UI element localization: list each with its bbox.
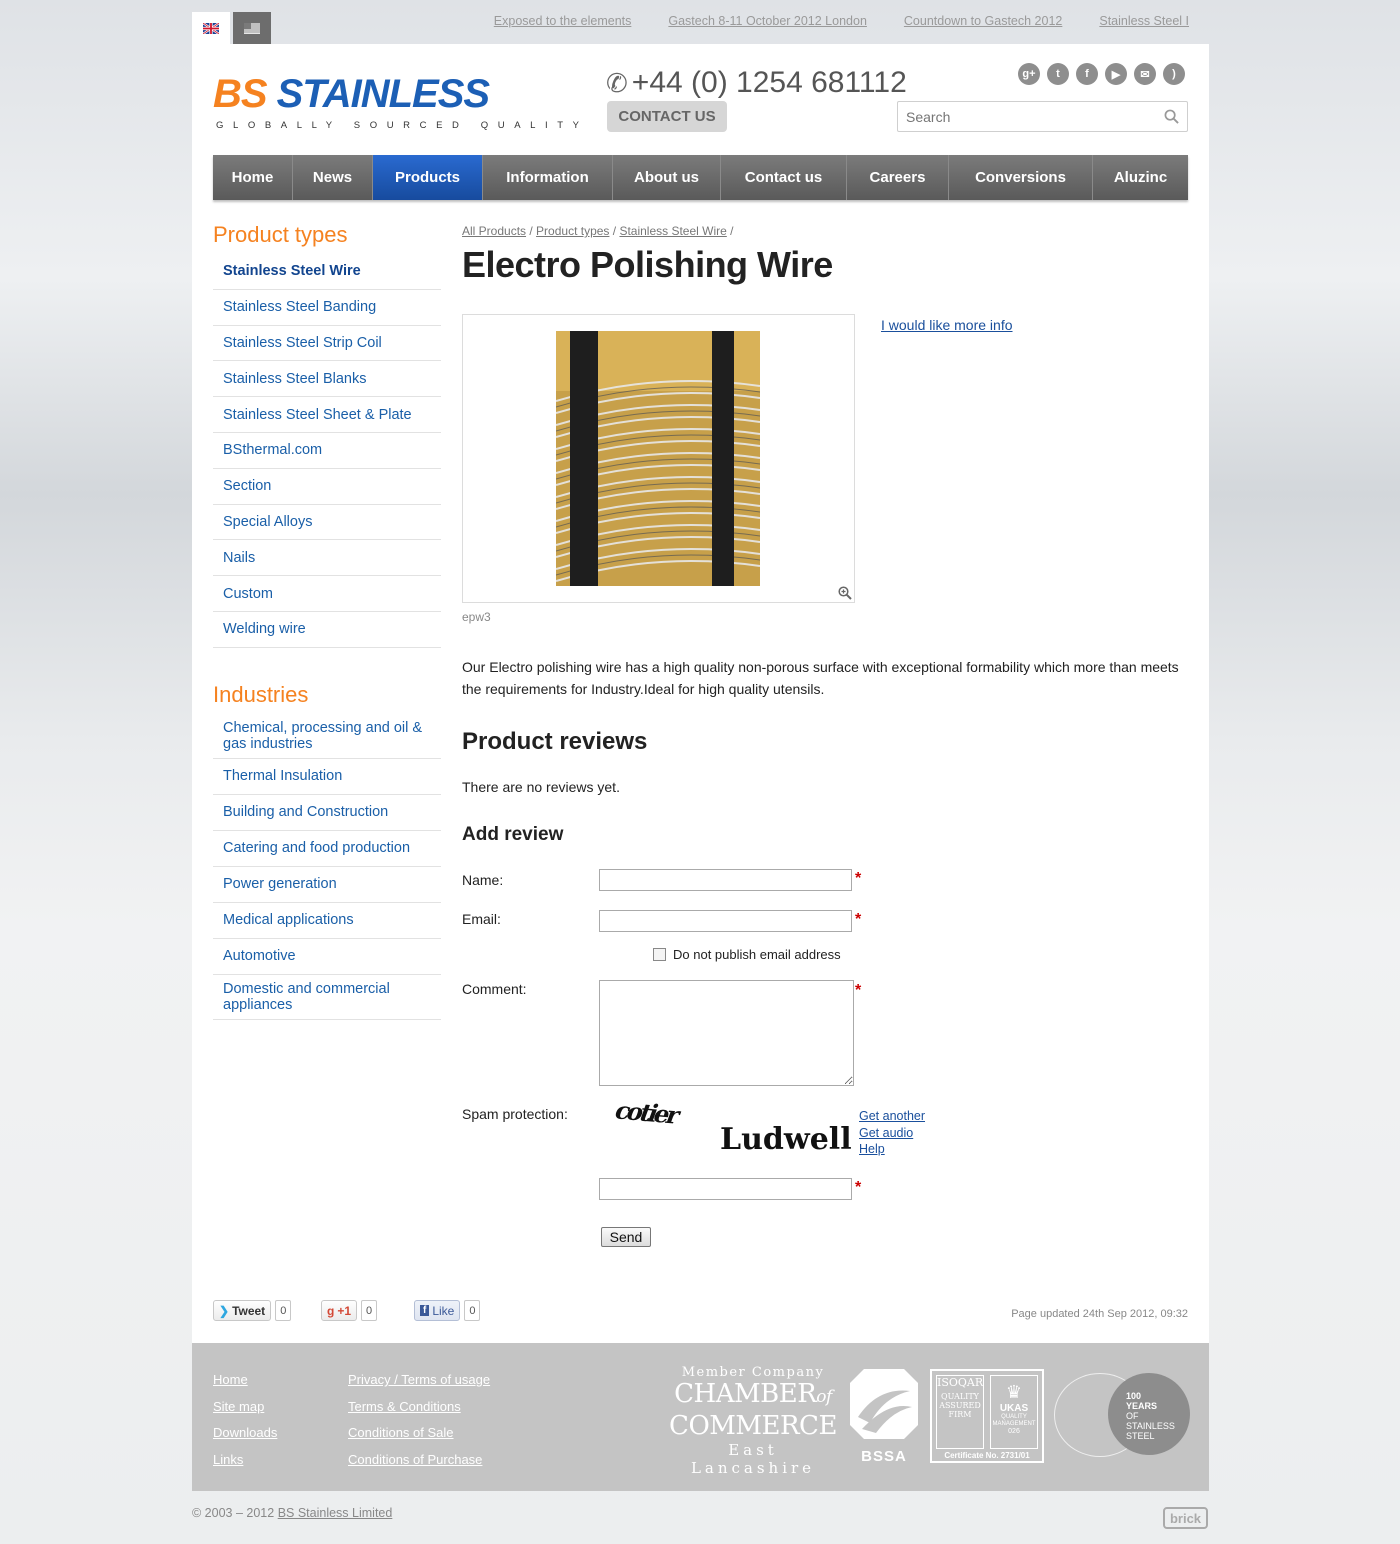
isoqar-box — [936, 1375, 984, 1449]
language-english-button[interactable] — [192, 12, 230, 44]
phone-text: +44 (0) 1254 681112 — [631, 66, 907, 99]
nav-news[interactable]: News — [293, 155, 373, 200]
tweet-button[interactable] — [213, 1300, 271, 1321]
nav-about-us[interactable]: About us — [613, 155, 721, 200]
nav-information[interactable]: Information — [483, 155, 613, 200]
coc-member: Member Company — [681, 1365, 825, 1380]
main-content — [462, 224, 1188, 1245]
phone-icon: ✆ — [606, 68, 628, 98]
footer-link-conditions-sale[interactable]: Conditions of Sale — [348, 1425, 454, 1441]
nav-careers[interactable]: Careers — [847, 155, 949, 200]
comment-required-mark: * — [855, 982, 862, 999]
sidebar-item-section[interactable] — [213, 469, 441, 505]
phone-number — [606, 66, 907, 100]
top-link-stainless-steel[interactable]: Stainless Steel I — [1099, 14, 1189, 28]
coc-line-1 — [668, 1380, 838, 1412]
main-nav — [213, 155, 1188, 200]
coc-line-2: COMMERCE — [669, 1411, 837, 1441]
image-caption: epw3 — [462, 610, 491, 624]
sidebar-item-label[interactable]: Stainless Steel Wire — [223, 263, 361, 280]
captcha-get-audio-link[interactable]: Get audio — [859, 1125, 914, 1140]
comment-field[interactable] — [599, 980, 854, 1086]
product-types-heading: Product types — [213, 222, 348, 247]
sidebar-item-chemical[interactable] — [213, 714, 441, 759]
us-flag-icon — [244, 23, 260, 34]
sidebar-item-label[interactable]: Catering and food production — [223, 840, 411, 857]
like-label: Like — [432, 1303, 455, 1318]
footer-col-2 — [348, 1367, 490, 1474]
add-review-heading: Add review — [462, 824, 564, 845]
comment-label: Comment: — [462, 981, 527, 997]
sidebar-item-label[interactable]: Thermal Insulation — [223, 768, 343, 785]
name-required-mark: * — [855, 870, 862, 887]
sidebar-item-label[interactable]: Chemical, processing and oil & gas industries — [223, 719, 423, 752]
google-plus-icon[interactable]: g+ — [1018, 63, 1040, 85]
breadcrumb-all-products[interactable]: All Products — [462, 224, 527, 238]
sidebar-item-label[interactable]: Domestic and commercial appliances — [223, 980, 390, 1013]
name-field[interactable] — [599, 869, 852, 891]
facebook-icon[interactable]: f — [1076, 63, 1098, 85]
like-button[interactable] — [414, 1300, 460, 1321]
nav-aluzinc[interactable]: Aluzinc — [1113, 169, 1168, 186]
reviews-heading: Product reviews — [462, 728, 648, 755]
captcha-get-another-link[interactable]: Get another — [859, 1109, 926, 1123]
site-logo[interactable] — [213, 72, 589, 132]
captcha-help-link[interactable]: Help — [859, 1142, 885, 1156]
uk-flag-icon — [203, 23, 219, 34]
sidebar-item-label[interactable]: Special Alloys — [223, 513, 313, 530]
copyright-link[interactable]: BS Stainless Limited — [277, 1506, 393, 1520]
sidebar-item-label[interactable]: Custom — [223, 585, 273, 602]
nav-contact-us[interactable]: Contact us — [721, 155, 847, 200]
sidebar-item-label[interactable]: BSthermal.com — [223, 442, 323, 459]
top-bar — [192, 0, 1209, 44]
tweet-label: Tweet — [232, 1303, 266, 1318]
coc-chamber: CHAMBER — [674, 1379, 817, 1409]
sidebar-item-label[interactable]: Building and Construction — [223, 804, 389, 821]
industries-list — [213, 714, 441, 1020]
sidebar-item-label[interactable]: Nails — [223, 549, 256, 566]
email-label: Email: — [462, 911, 501, 927]
email-icon[interactable]: ✉ — [1134, 63, 1156, 85]
no-publish-checkbox[interactable] — [653, 948, 666, 961]
gplus-count: 0 — [361, 1300, 377, 1321]
sidebar-item-special-alloys[interactable] — [213, 505, 441, 541]
like-widget — [414, 1300, 480, 1321]
top-link-exposed[interactable]: Exposed to the elements — [493, 14, 632, 28]
product-image-frame[interactable] — [462, 314, 855, 603]
sidebar-item-welding-wire[interactable] — [213, 612, 441, 648]
email-field[interactable] — [599, 910, 852, 932]
product-description: Our Electro polishing wire has a high quality non-porous surface with exceptional formability which more than meets the requirements for Industry.Ideal for high quality utensils. — [462, 659, 1179, 697]
captcha-word-2: Ludwell — [720, 1122, 852, 1157]
youtube-icon[interactable]: ▶ — [1105, 63, 1127, 85]
language-us-button[interactable] — [233, 12, 271, 44]
industries-heading: Industries — [213, 681, 309, 707]
ukas-sub: QUALITY MANAGEMENT — [992, 1414, 1036, 1427]
brick-badge[interactable]: brick — [1163, 1507, 1208, 1529]
bssa-logo — [848, 1367, 920, 1463]
more-info-link[interactable]: I would like more info — [881, 317, 1013, 333]
copyright-years: © 2003 – 2012 — [192, 1506, 275, 1520]
facebook-small-icon: f — [420, 1305, 429, 1316]
email-required-mark: * — [855, 911, 862, 928]
coc-of: of — [816, 1387, 832, 1407]
sidebar-item-catering[interactable] — [213, 831, 441, 867]
sidebar-item-thermal[interactable] — [213, 759, 441, 795]
sidebar-item-building[interactable] — [213, 795, 441, 831]
footer-link-home[interactable]: Home — [213, 1372, 248, 1387]
sidebar-item-banding[interactable] — [213, 290, 441, 326]
sidebar-item-bsthermal[interactable] — [213, 433, 441, 469]
hundred-stainless: STAINLESS — [1126, 1421, 1175, 1431]
footer-link-downloads[interactable]: Downloads — [213, 1425, 278, 1441]
ukas-number: 026 — [1008, 1428, 1020, 1435]
page-updated: Page updated 24th Sep 2012, 09:32 — [1011, 1308, 1188, 1320]
captcha-image — [610, 1094, 852, 1164]
sidebar-item-custom[interactable] — [213, 576, 441, 612]
hundred-steel: STEEL — [1126, 1431, 1155, 1441]
captcha-required-mark: * — [855, 1179, 862, 1196]
sidebar-item-label[interactable]: Stainless Steel Banding — [223, 299, 377, 316]
like-count: 0 — [464, 1300, 480, 1321]
sidebar-item-label[interactable]: Stainless Steel Blanks — [223, 370, 367, 387]
product-types-list — [213, 254, 441, 648]
gplus-button[interactable] — [321, 1300, 357, 1321]
logo-bs: BS — [213, 72, 267, 116]
send-button[interactable]: Send — [601, 1227, 651, 1247]
sidebar-item-stainless-steel-wire[interactable] — [213, 254, 441, 290]
page-container — [192, 44, 1209, 1343]
footer-link-conditions-purchase[interactable]: Conditions of Purchase — [348, 1452, 483, 1468]
bssa-text: BSSA — [861, 1448, 907, 1465]
product-photo[interactable] — [556, 331, 760, 586]
sidebar-item-label[interactable]: Power generation — [223, 876, 337, 893]
top-link-gastech[interactable]: Gastech 8-11 October 2012 London — [668, 14, 867, 28]
no-reviews-text: There are no reviews yet. — [462, 779, 620, 795]
search-icon[interactable] — [1164, 109, 1179, 124]
nav-conversions[interactable]: Conversions — [949, 155, 1093, 200]
100-years-stainless-badge — [1108, 1373, 1190, 1455]
isoqar-ukas-logo — [930, 1369, 1044, 1463]
breadcrumb: All Products / Product types / Stainless Steel Wire / — [462, 224, 734, 238]
sidebar-item-sheet-plate[interactable] — [213, 397, 441, 433]
footer-link-links[interactable]: Links — [213, 1452, 244, 1468]
spam-label: Spam protection: — [462, 1106, 568, 1122]
copyright — [192, 1506, 392, 1520]
contact-us-button[interactable]: CONTACT US — [607, 101, 727, 132]
no-publish-label: Do not publish email address — [673, 947, 841, 962]
footer — [192, 1343, 1209, 1491]
sidebar-item-power[interactable] — [213, 867, 441, 903]
social-icons — [1018, 63, 1185, 85]
footer-col-1 — [213, 1367, 277, 1474]
ukas-crown-icon: ♛ — [1005, 1382, 1023, 1402]
sidebar-item-label[interactable]: Automotive — [223, 948, 296, 965]
hundred-of: OF — [1126, 1411, 1139, 1421]
isoqar-text: ISOQAR — [937, 1376, 984, 1389]
sidebar-item-label[interactable]: Stainless Steel Strip Coil — [223, 334, 382, 351]
page-title: Electro Polishing Wire — [462, 244, 833, 285]
certificate-number: Certificate No. 2731/01 — [944, 1451, 1030, 1460]
sidebar-item-label[interactable]: Stainless Steel Sheet & Plate — [223, 406, 412, 423]
sidebar-item-automotive[interactable] — [213, 939, 441, 975]
captcha-field[interactable] — [599, 1178, 852, 1200]
top-links — [494, 14, 1189, 28]
name-label: Name: — [462, 872, 504, 888]
ukas-text: UKAS — [999, 1403, 1029, 1414]
tweet-count: 0 — [275, 1300, 291, 1321]
sidebar — [213, 222, 441, 1020]
nav-products[interactable]: Products — [373, 155, 483, 200]
sidebar-item-label[interactable]: Medical applications — [223, 912, 354, 929]
ukas-box — [990, 1375, 1038, 1449]
footer-link-terms[interactable]: Terms & Conditions — [348, 1398, 461, 1414]
wire-coil-image — [556, 331, 760, 586]
captcha-links — [859, 1108, 925, 1158]
sidebar-item-strip-coil[interactable] — [213, 326, 441, 362]
gplus-widget — [321, 1300, 377, 1321]
sidebar-item-label[interactable]: Welding wire — [223, 621, 306, 638]
zoom-icon[interactable] — [838, 586, 852, 600]
no-publish-checkbox-row[interactable] — [653, 947, 841, 962]
tweet-widget — [213, 1300, 291, 1321]
captcha-word-1: cotier — [610, 1095, 682, 1130]
twitter-bird-icon: ❯ — [219, 1303, 230, 1318]
top-link-countdown[interactable]: Countdown to Gastech 2012 — [903, 14, 1063, 28]
breadcrumb-stainless-steel-wire[interactable]: Stainless Steel Wire — [619, 224, 727, 238]
footer-link-site-map[interactable]: Site map — [213, 1398, 265, 1414]
chamber-of-commerce-logo — [668, 1365, 838, 1477]
coc-line-3: East Lancashire — [690, 1441, 816, 1477]
rss-icon[interactable]: ) — [1163, 63, 1185, 85]
sidebar-item-medical[interactable] — [213, 903, 441, 939]
search-input[interactable] — [898, 102, 1148, 131]
logo-tagline: GLOBALLY SOURCED QUALITY — [216, 120, 589, 131]
sidebar-item-label[interactable]: Section — [223, 478, 272, 495]
logo-stainless: STAINLESS — [276, 72, 490, 116]
sidebar-item-blanks[interactable] — [213, 361, 441, 397]
breadcrumb-product-types[interactable]: Product types — [536, 224, 610, 238]
google-icon: g — [327, 1303, 335, 1318]
gplus-label: +1 — [337, 1303, 352, 1318]
search-box — [897, 101, 1188, 132]
nav-home[interactable]: Home — [213, 155, 293, 200]
sidebar-item-nails[interactable] — [213, 540, 441, 576]
footer-link-privacy[interactable]: Privacy / Terms of usage — [348, 1372, 491, 1387]
isoqar-sub: QUALITY ASSURED FIRM — [939, 1392, 981, 1419]
hundred-years: YEARS — [1126, 1401, 1158, 1411]
twitter-icon[interactable]: t — [1047, 63, 1069, 85]
bssa-emblem-icon — [848, 1367, 920, 1443]
sidebar-item-domestic[interactable] — [213, 975, 441, 1020]
hundred-number: 100 — [1126, 1391, 1142, 1401]
